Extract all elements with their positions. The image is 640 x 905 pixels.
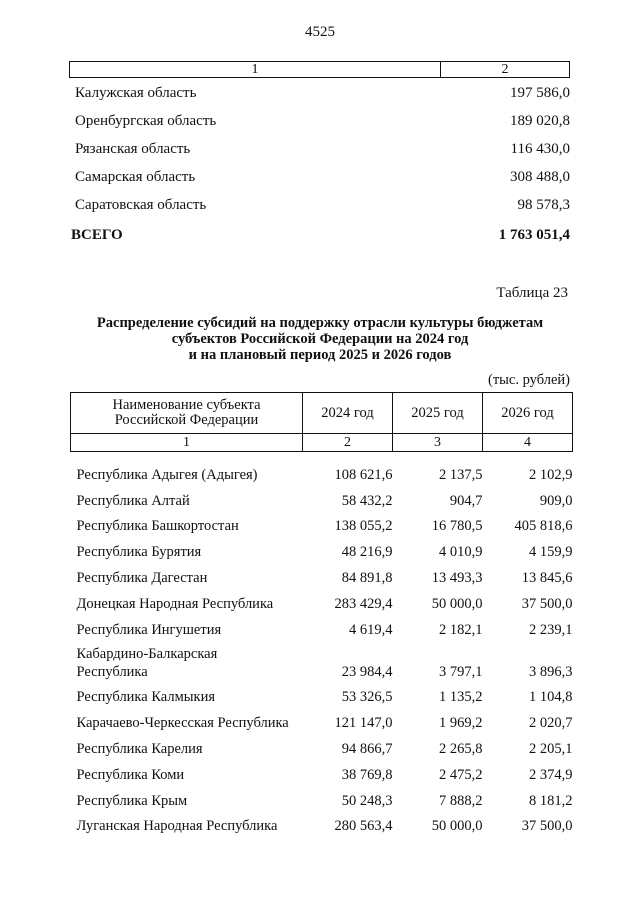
value-2024: 280 563,4 [334,818,393,835]
table-row [71,706,573,732]
region-name: Республика Бурятия [76,544,202,561]
table-row [69,135,570,163]
region-name: Луганская Народная Республика [76,818,278,835]
column-number-2: 2 [501,62,509,77]
value-2025: 2 137,5 [439,466,483,483]
value-2024: 53 326,5 [341,689,393,706]
table-row [71,510,573,536]
region-name: Оренбургская область [75,112,217,129]
value-2024: 283 429,4 [334,595,393,612]
table-row [71,484,573,510]
value-2026: 37 500,0 [521,595,573,612]
value-2024: 84 891,8 [341,569,393,586]
total-label: ВСЕГО [71,226,123,243]
subsidy-table [70,392,573,835]
value-2025: 16 780,5 [431,518,483,535]
region-name: Рязанская область [75,140,191,157]
table-row [71,681,573,707]
region-name: Карачаево-Черкесская Республика [76,715,289,732]
table-row [71,732,573,758]
column-number-row [71,434,573,452]
table-row [69,107,570,135]
amount: 116 430,0 [510,140,570,157]
value-2026: 2 374,9 [529,766,573,783]
header-name [71,393,303,434]
units-label: (тыс. рублей) [488,372,570,388]
header-name-line: Российской Федерации [114,412,259,428]
column-number-4: 4 [483,434,573,452]
region-name: Республика Алтай [76,492,190,509]
table-title [60,315,580,363]
continuation-table-header [69,61,570,78]
header-row [71,393,573,434]
value-2025: 2 182,1 [439,621,483,638]
column-number-1: 1 [70,62,441,77]
header-name-line: Наименование субъекта [112,397,261,413]
column-number-1: 1 [71,434,303,452]
header-2026: 2026 год [483,393,573,434]
table-row [71,784,573,810]
region-name: Донецкая Народная Республика [76,595,274,612]
region-name: Республика Дагестан [76,569,208,586]
header-2024: 2024 год [303,393,393,434]
value-2024: 50 248,3 [341,792,393,809]
table-row [71,758,573,784]
amount: 308 488,0 [510,168,570,185]
value-2026: 405 818,6 [514,518,573,535]
value-2025: 50 000,0 [431,818,483,835]
value-2026: 13 845,6 [521,569,573,586]
value-2025: 3 797,1 [439,663,483,680]
value-2024: 94 866,7 [341,740,393,757]
table-row [71,535,573,561]
table-row [71,587,573,613]
table-title-line: Распределение субсидий на поддержку отрасли культуры бюджетам [96,315,544,331]
total-row [69,219,570,251]
value-2024: 23 984,4 [341,663,393,680]
value-2025: 7 888,2 [439,792,483,809]
value-2024: 38 769,8 [341,766,393,783]
amount: 189 020,8 [510,112,570,129]
value-2026: 8 181,2 [529,792,573,809]
table-row [71,561,573,587]
table-number: Таблица 23 [496,285,568,301]
region-name: Республика Карелия [76,740,203,757]
value-2026: 2 239,1 [529,621,573,638]
amount: 98 578,3 [517,196,570,213]
table-row [71,613,573,639]
value-2026: 909,0 [539,492,573,509]
page-number: 4525 [305,24,335,40]
value-2026: 2 020,7 [529,715,573,732]
region-name: Республика Ингушетия [76,621,222,638]
table-row [69,163,570,191]
value-2025: 1 969,2 [439,715,483,732]
value-2025: 2 475,2 [439,766,483,783]
table-row [69,191,570,219]
value-2025: 904,7 [449,492,483,509]
region-name: Кабардино-Балкарская Республика [76,645,218,680]
value-2024: 138 055,2 [334,518,393,535]
region-name: Республика Башкортостан [76,518,239,535]
continuation-table [69,79,570,251]
value-2026: 2 205,1 [529,740,573,757]
value-2024: 121 147,0 [334,715,393,732]
table-row [71,452,573,484]
region-name: Самарская область [75,168,196,185]
region-name: Республика Адыгея (Адыгея) [76,466,258,483]
value-2025: 50 000,0 [431,595,483,612]
value-2026: 2 102,9 [529,466,573,483]
value-2025: 2 265,8 [439,740,483,757]
table-row [71,639,573,681]
column-number-3: 3 [393,434,483,452]
total-amount: 1 763 051,4 [498,226,570,243]
column-number-2: 2 [303,434,393,452]
value-2024: 108 621,6 [334,466,393,483]
value-2026: 3 896,3 [529,663,573,680]
value-2025: 1 135,2 [439,689,483,706]
value-2026: 1 104,8 [529,689,573,706]
header-2025: 2025 год [393,393,483,434]
value-2025: 4 010,9 [439,544,483,561]
table-title-line: и на плановый период 2025 и 2026 годов [188,347,452,363]
table-row [71,810,573,836]
value-2026: 4 159,9 [529,544,573,561]
value-2024: 48 216,9 [341,544,393,561]
region-name: Калужская область [75,84,197,101]
table-row [69,79,570,107]
region-name: Республика Коми [76,766,185,783]
table-title-line: субъектов Российской Федерации на 2024 год [171,331,469,347]
region-name: Республика Калмыкия [76,689,215,706]
value-2024: 4 619,4 [349,621,393,638]
value-2024: 58 432,2 [341,492,393,509]
value-2026: 37 500,0 [521,818,573,835]
region-name: Саратовская область [75,196,207,213]
value-2025: 13 493,3 [431,569,483,586]
region-name: Республика Крым [76,792,188,809]
amount: 197 586,0 [510,84,570,101]
